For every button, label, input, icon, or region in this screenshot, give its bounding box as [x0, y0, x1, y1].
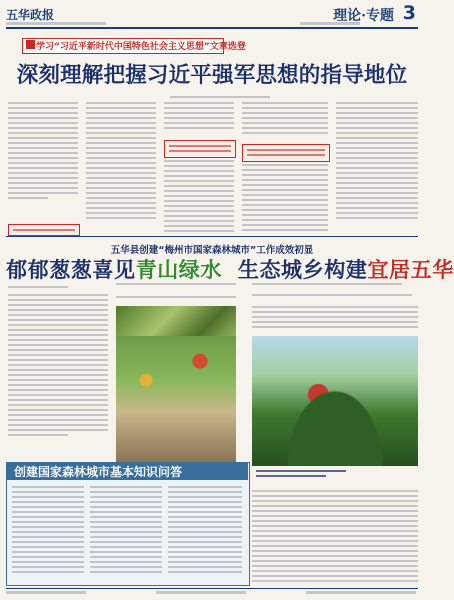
section-divider [6, 236, 418, 237]
knowledge-column-3 [168, 486, 242, 576]
feature-subhead-1 [116, 283, 246, 288]
feature-column-right [252, 306, 418, 331]
flag-icon [26, 40, 35, 49]
masthead-info-line [6, 22, 106, 25]
header-rule [6, 27, 418, 29]
feature-subhead-2 [252, 283, 418, 288]
feature-column-1 [8, 294, 108, 439]
article-column-1 [8, 102, 78, 202]
feature-column-right-b [252, 490, 418, 585]
article-column-4b [242, 164, 328, 234]
page-section: 理论·专题 [333, 8, 394, 24]
article-column-3 [164, 102, 234, 132]
footer-rule [6, 588, 418, 589]
article-column-5 [336, 102, 418, 222]
knowledge-column-1 [12, 486, 84, 576]
knowledge-title: 创建国家森林城市基本知识问答 [14, 465, 183, 479]
section-subhead-2 [164, 140, 236, 158]
feature-headline-part1: 郁郁葱葱喜见 [6, 257, 136, 282]
feature-kicker: 五华县创建“梅州市国家森林城市”工作成效初显 [110, 245, 314, 256]
article-column-3b [164, 160, 234, 235]
page-number: 3 [402, 2, 416, 24]
feature-headline-red: 宜居五华 [367, 257, 454, 282]
feature-headline-part2: 生态城乡构建 [237, 257, 368, 282]
photo-caption-right [256, 470, 416, 480]
section-subhead-1 [8, 224, 80, 236]
feature-subhead-1b [116, 296, 246, 301]
feature-headline [6, 254, 454, 284]
village-photo [252, 336, 418, 466]
feature-headline-green: 青山绿水 [135, 257, 223, 282]
article-column-2 [86, 102, 156, 222]
footer [6, 591, 418, 597]
article-column-4 [242, 102, 328, 137]
section-subhead-3 [242, 144, 330, 162]
landscape-photo-2 [116, 336, 236, 462]
newspaper-name: 五华政报 [6, 8, 55, 22]
knowledge-column-2 [90, 486, 162, 576]
feature-byline [8, 286, 68, 291]
main-headline: 深刻理解把握习近平强军思想的指导地位 [16, 63, 408, 88]
kicker-label: 学习“习近平新时代中国特色社会主义思想”文章选登 [36, 42, 246, 52]
feature-subhead-2b [252, 294, 418, 299]
byline [170, 96, 270, 101]
